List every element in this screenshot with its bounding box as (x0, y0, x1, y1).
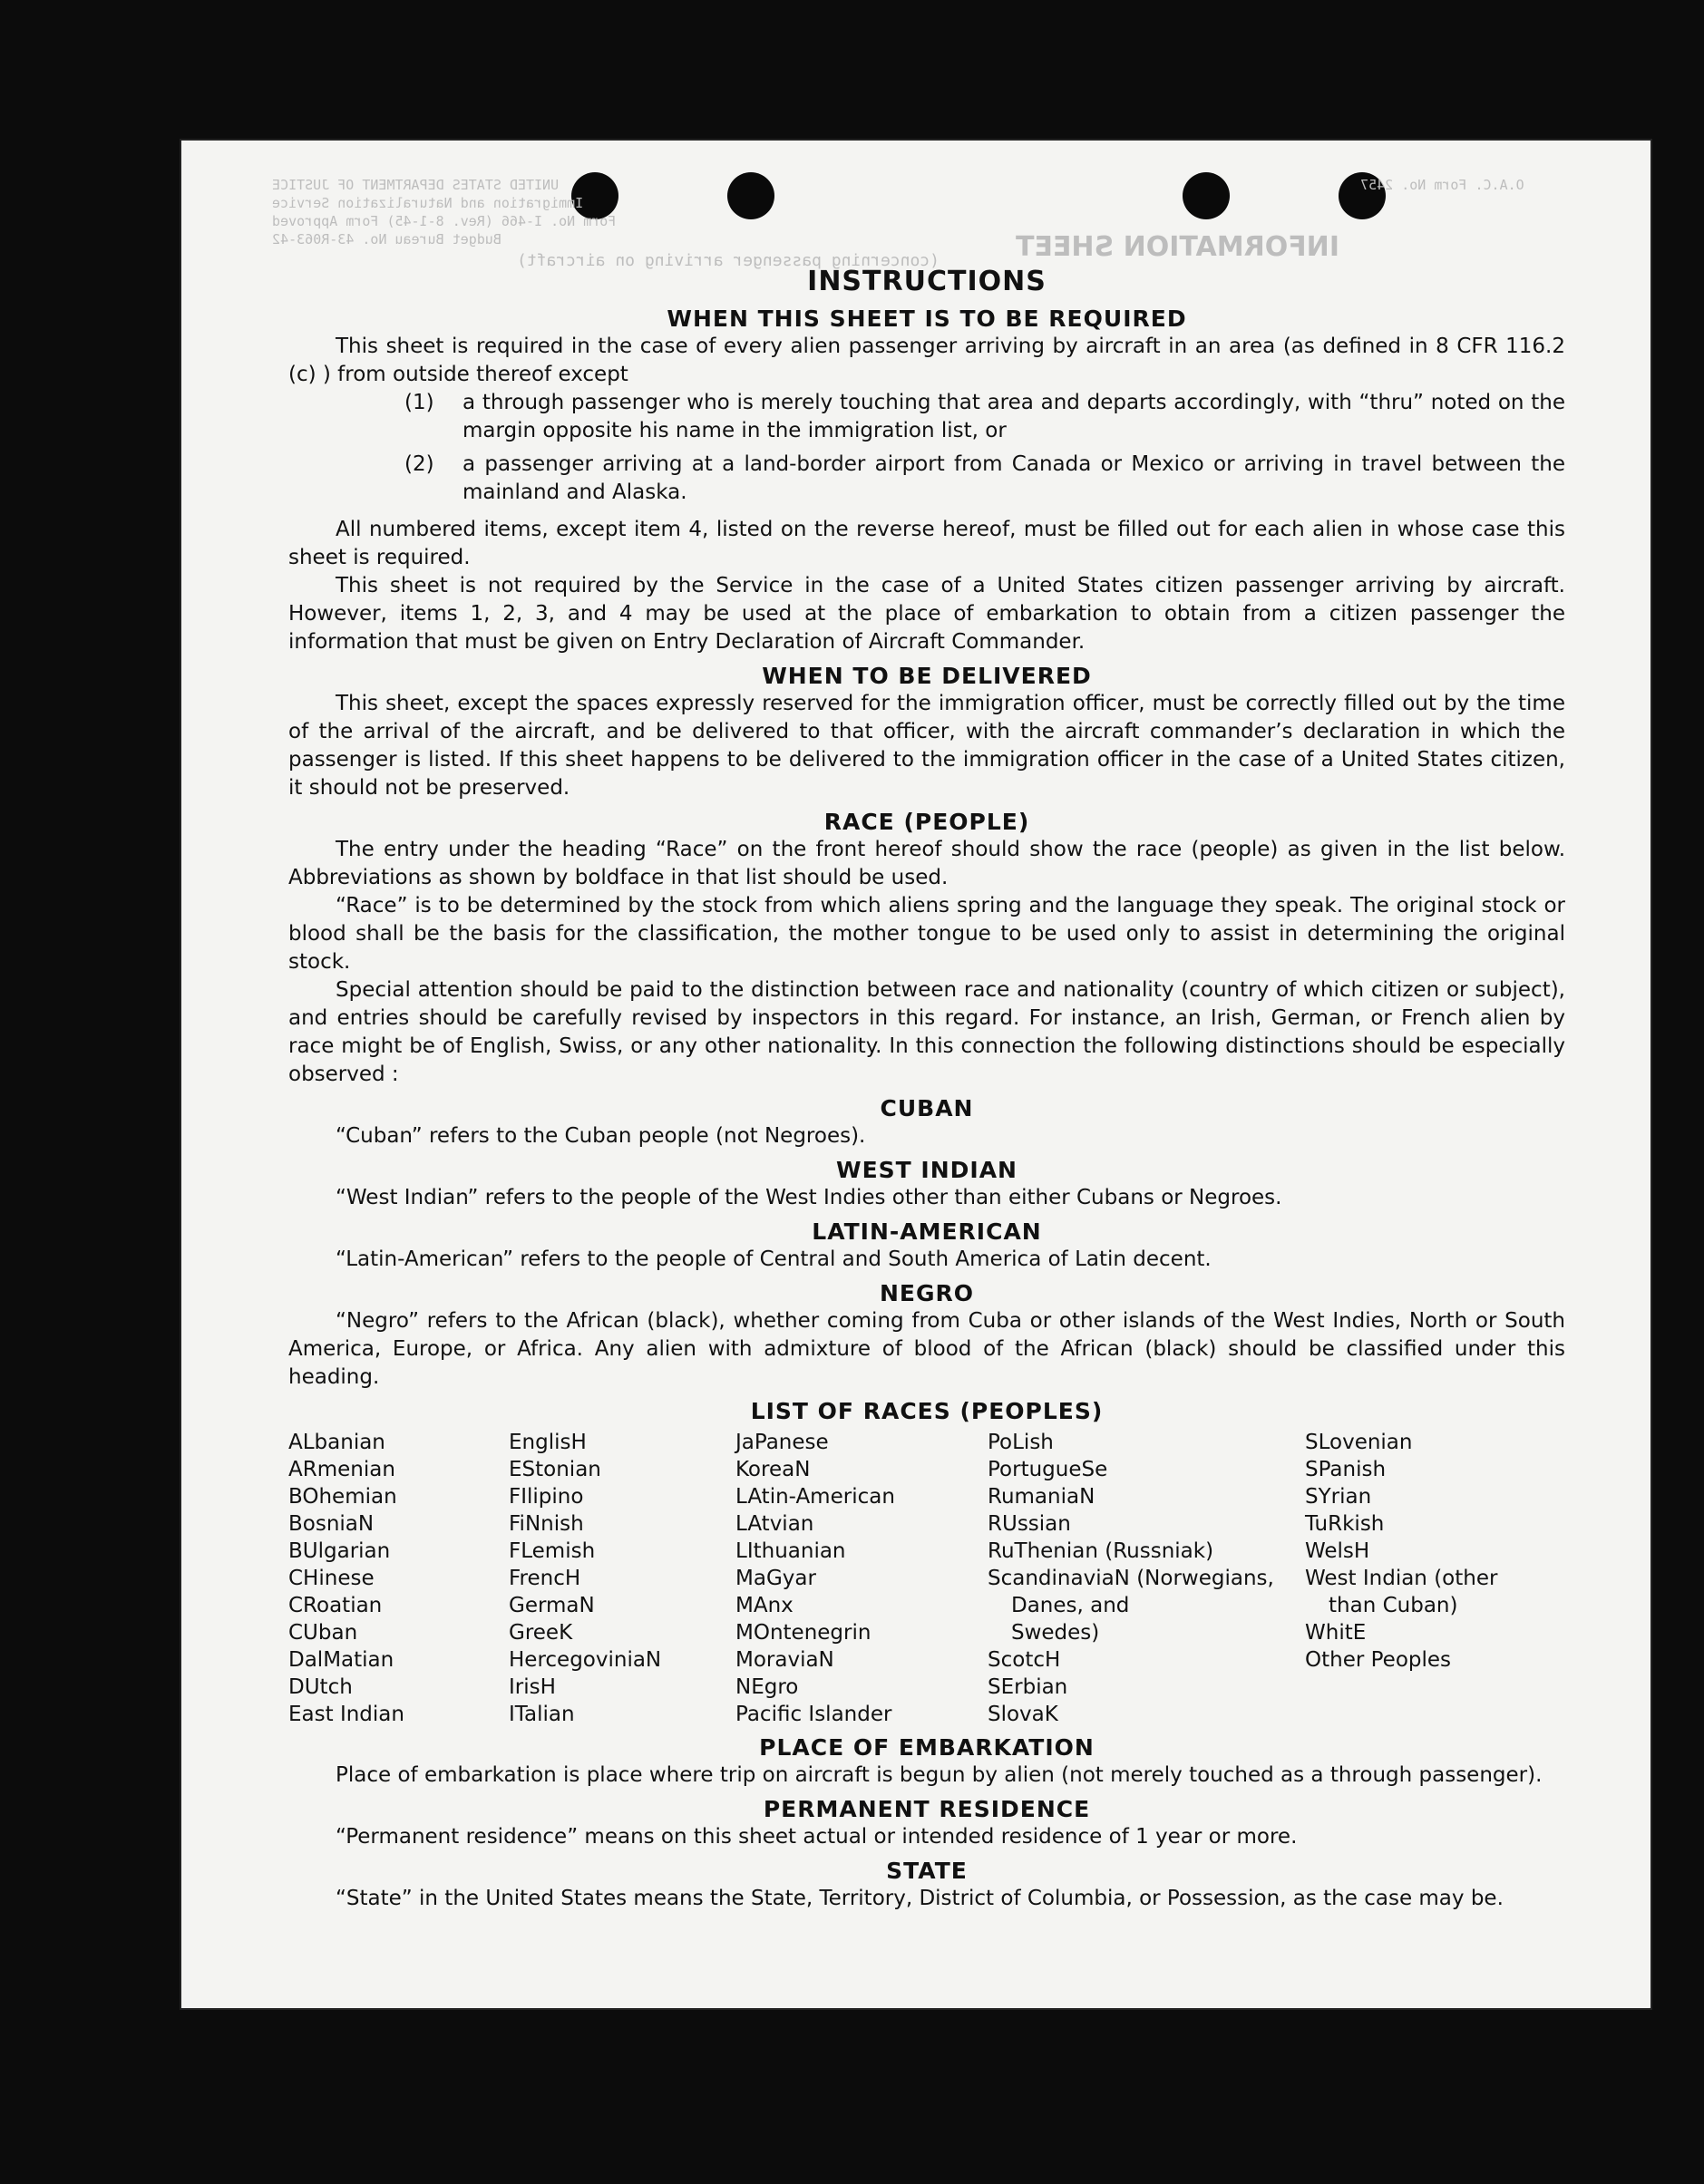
residence-text: “Permanent residence” means on this sheet actual or intended residence of 1 year or more. (336, 1825, 1298, 1849)
heading-list-of-races: LIST OF RACES (PEOPLES) (750, 1398, 1104, 1424)
race-entry: LAtin-American (735, 1485, 895, 1509)
delivered-paragraph: This sheet, except the spaces expressly reserved for the immigration officer, must be correctly filled out by the time of the arrival of the aircraft, and be delivered to that officer, with the aircraft commander’s declaration in which the passenger is listed. If this sheet happens to be delivered to the immigration officer in the case of a United States citizen, it should not be preserved. (288, 692, 1565, 800)
bleed-through-service: Immigration and Naturalization Service (272, 195, 584, 211)
item-text: a passenger arriving at a land-border airport from Canada or Mexico or arriving in travel between the mainland and Alaska. (463, 452, 1565, 504)
race-entry: DUtch (288, 1675, 353, 1699)
race-paragraph-1: The entry under the heading “Race” on the front hereof should show the race (people) as given in the list below. Abbreviations as shown by boldface in that list should be used. (288, 838, 1565, 889)
race-entry: ARmenian (288, 1458, 395, 1481)
race-entry: HercegoviniaN (509, 1648, 662, 1672)
race-entry: FLemish (509, 1539, 596, 1563)
item-text: a through passenger who is merely touching that area and departs accordingly, with “thru” noted on the margin opposite his name in the immigration list, or (463, 391, 1565, 442)
punch-hole (727, 172, 774, 219)
races-column-3 (735, 1429, 988, 1728)
race-entry: CUban (288, 1621, 358, 1645)
bleed-through-form-no: Form No. I-466 (Rev. 8-1-45) Form Approved (272, 213, 617, 229)
heading-state: STATE (886, 1858, 968, 1884)
race-entry: IrisH (509, 1675, 556, 1699)
race-entry: MoraviaN (735, 1648, 834, 1672)
race-entry: SlovaK (988, 1703, 1058, 1726)
page-title: INSTRUCTIONS (807, 266, 1047, 297)
heading-when-delivered: WHEN TO BE DELIVERED (762, 663, 1092, 689)
race-entry: ITalian (509, 1703, 575, 1726)
races-column-4 (988, 1429, 1305, 1728)
race-paragraph-3: Special attention should be paid to the distinction between race and nationality (country of which citizen or subject), and entries should be carefully revised by inspectors in this regard. For instance, an Irish, German, or French alien by race might be of English, Swiss, or any other nationality. In this connection the following distinctions should be especially observed : (288, 978, 1565, 1086)
race-entry: Swedes) (1011, 1621, 1100, 1645)
race-entry: East Indian (288, 1703, 404, 1726)
race-entry: GreeK (509, 1621, 573, 1645)
race-entry: KoreaN (735, 1458, 811, 1481)
race-entry: BOhemian (288, 1485, 397, 1509)
heading-negro: NEGRO (879, 1280, 975, 1306)
race-entry: Danes, and (1011, 1594, 1130, 1617)
heading-west-indian: WEST INDIAN (836, 1157, 1018, 1183)
race-entry: CRoatian (288, 1594, 383, 1617)
races-list (288, 1429, 1565, 1728)
races-column-5 (1305, 1429, 1565, 1728)
race-entry: than Cuban) (1329, 1594, 1458, 1617)
race-entry: LIthuanian (735, 1539, 846, 1563)
heading-when-required: WHEN THIS SHEET IS TO BE REQUIRED (667, 306, 1187, 332)
required-paragraph-3: This sheet is not required by the Service in the case of a United States citizen passenger arriving by aircraft. However, items 1, 2, 3, and 4 may be used at the place of embarkation to obtain from a citizen passenger the information that must be given on Entry Declaration of Aircraft Commander. (288, 574, 1565, 654)
race-entry: SYrian (1305, 1485, 1372, 1509)
race-entry: FIlipino (509, 1485, 584, 1509)
race-entry: Pacific Islander (735, 1703, 892, 1726)
required-paragraph-1: This sheet is required in the case of every alien passenger arriving by aircraft in an area (as defined in 8 CFR 116.2 (c) ) from outside thereof except (288, 335, 1565, 386)
race-entry: Other Peoples (1305, 1648, 1452, 1672)
heading-cuban: CUBAN (880, 1095, 974, 1121)
race-entry: LAtvian (735, 1512, 814, 1536)
state-text: “State” in the United States means the State, Territory, District of Columbia, or Possession, as the case may be. (336, 1887, 1504, 1910)
bleed-through-budget: Budget Bureau No. 43-R063-42 (272, 231, 501, 248)
race-entry: JaPanese (735, 1431, 829, 1454)
races-column-2 (509, 1429, 735, 1728)
bleed-through-sheet-title: INFORMATION SHEET (1016, 231, 1339, 263)
race-entry: DalMatian (288, 1648, 394, 1672)
race-entry: GermaN (509, 1594, 595, 1617)
heading-embarkation: PLACE OF EMBARKATION (759, 1734, 1095, 1761)
exception-item-2 (404, 451, 1565, 507)
race-entry: MAnx (735, 1594, 794, 1617)
document-sheet (181, 141, 1650, 2008)
race-entry: ScotcH (988, 1648, 1061, 1672)
race-paragraph-2: “Race” is to be determined by the stock from which aliens spring and the language they speak. The original stock or blood shall be the basis for the classification, the mother tongue to be used only to assist in determining the original stock. (288, 894, 1565, 974)
bleed-through-agency: UNITED STATES DEPARTMENT OF JUSTICE (272, 177, 560, 193)
negro-text: “Negro” refers to the African (black), whether coming from Cuba or other islands of the West Indies, North or South America, Europe, or Africa. Any alien with admixture of blood of the African (black) should be classified under this heading. (288, 1309, 1565, 1389)
instructions-content (288, 267, 1565, 1913)
west-indian-text: “West Indian” refers to the people of the West Indies other than either Cubans or Negroes. (336, 1186, 1282, 1209)
race-entry: RUssian (988, 1512, 1071, 1536)
race-entry: FrencH (509, 1567, 581, 1590)
exception-item-1 (404, 389, 1565, 445)
race-entry: RuThenian (Russniak) (988, 1539, 1214, 1563)
race-entry: SErbian (988, 1675, 1068, 1699)
heading-race: RACE (PEOPLE) (823, 809, 1030, 835)
required-paragraph-2: All numbered items, except item 4, listed on the reverse hereof, must be filled out for each alien in whose case this sheet is required. (288, 518, 1565, 569)
race-entry: RumaniaN (988, 1485, 1095, 1509)
race-entry: MaGyar (735, 1567, 816, 1590)
race-entry: EnglisH (509, 1431, 587, 1454)
race-entry: WhitE (1305, 1621, 1367, 1645)
race-entry: West Indian (other (1305, 1567, 1498, 1590)
race-entry: WelsH (1305, 1539, 1370, 1563)
item-number: (2) (404, 452, 434, 476)
race-entry: PortugueSe (988, 1458, 1108, 1481)
race-entry: NEgro (735, 1675, 799, 1699)
race-entry: MOntenegrin (735, 1621, 871, 1645)
heading-latin-american: LATIN-AMERICAN (812, 1218, 1042, 1245)
bleed-through-oac: O.A.C. Form No. 2457 (1360, 177, 1524, 193)
cuban-text: “Cuban” refers to the Cuban people (not Negroes). (336, 1124, 866, 1148)
bleed-through-sheet-subtitle: (concerning passenger arriving on aircraft) (517, 251, 940, 270)
race-entry: FiNnish (509, 1512, 584, 1536)
race-entry: ALbanian (288, 1431, 385, 1454)
race-entry: SPanish (1305, 1458, 1387, 1481)
race-entry: EStonian (509, 1458, 601, 1481)
race-entry: BosniaN (288, 1512, 375, 1536)
race-entry: TuRkish (1305, 1512, 1385, 1536)
embarkation-text: Place of embarkation is place where trip on aircraft is begun by alien (not merely touched as a through passenger). (336, 1763, 1543, 1787)
item-number: (1) (404, 391, 434, 414)
race-entry: CHinese (288, 1567, 375, 1590)
punch-hole (1183, 172, 1230, 219)
race-entry: SLovenian (1305, 1431, 1413, 1454)
race-entry: BUlgarian (288, 1539, 391, 1563)
latin-american-text: “Latin-American” refers to the people of Central and South America of Latin decent. (336, 1247, 1212, 1271)
races-column-1 (288, 1429, 509, 1728)
race-entry: ScandinaviaN (Norwegians, (988, 1567, 1274, 1590)
race-entry: PoLish (988, 1431, 1054, 1454)
heading-permanent-residence: PERMANENT RESIDENCE (763, 1796, 1091, 1822)
